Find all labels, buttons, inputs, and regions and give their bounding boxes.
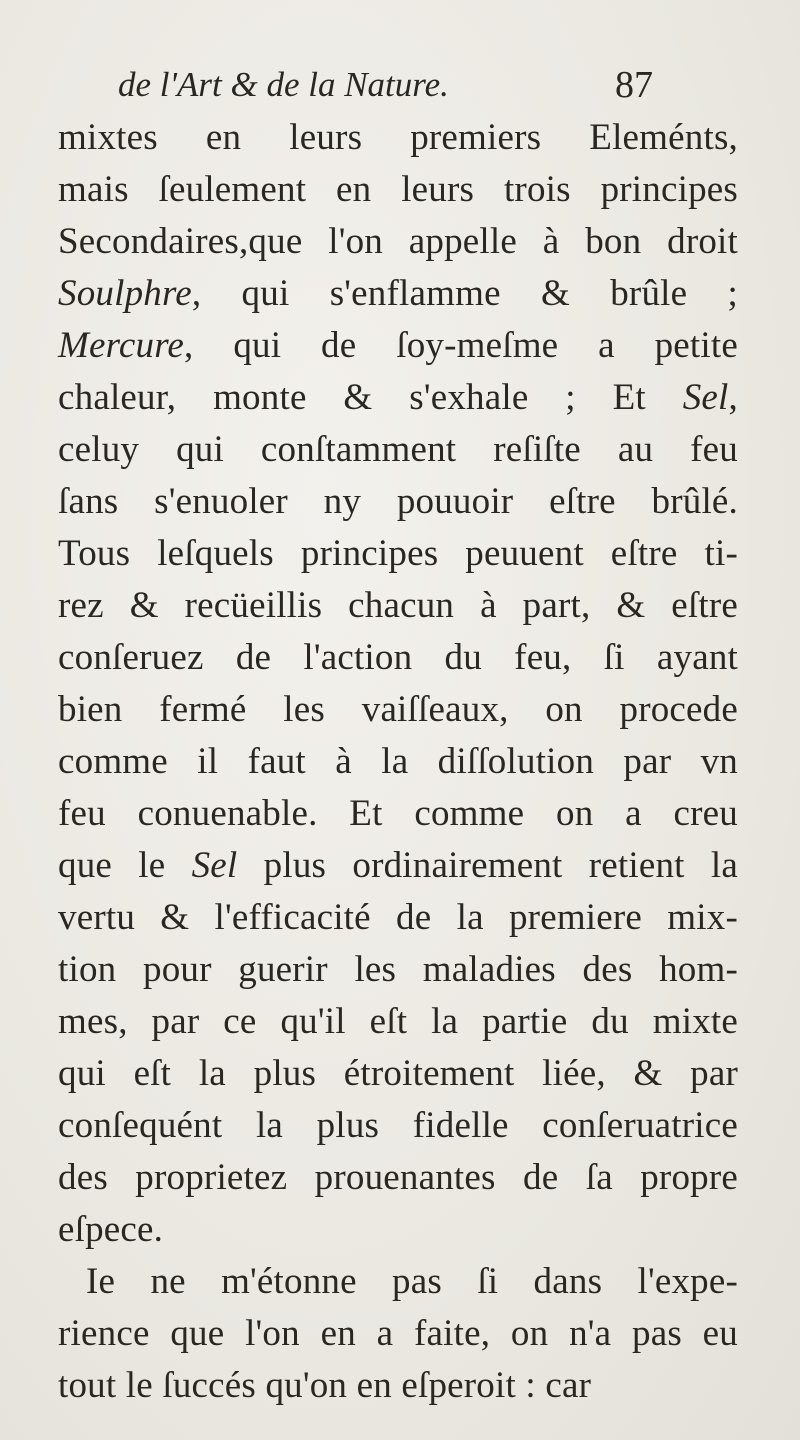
text-segment: tion pour guerir les maladies des hom- <box>58 949 738 990</box>
body-text <box>58 112 738 1412</box>
text-line <box>58 580 738 632</box>
text-segment: , qui de ſoy-meſme a petite <box>184 325 738 366</box>
text-segment: Sel <box>682 377 729 418</box>
text-segment: rez & recüeillis chacun à part, & eſtre <box>58 585 738 626</box>
text-line <box>58 112 738 164</box>
text-line <box>58 528 738 580</box>
text-segment: celuy qui conſtamment reſiſte au feu <box>58 429 738 470</box>
text-line <box>58 684 738 736</box>
text-segment: , qui s'enflamme & brûle ; <box>191 273 738 314</box>
text-segment: Sel <box>191 845 238 886</box>
text-segment: des proprietez prouenantes de ſa propre <box>58 1157 738 1198</box>
page-number: 87 <box>615 64 653 106</box>
text-line <box>58 476 738 528</box>
text-line <box>58 736 738 788</box>
text-segment: tout le ſuccés qu'on en eſperoit : car <box>58 1365 592 1406</box>
text-line <box>58 1100 738 1152</box>
text-line <box>58 268 738 320</box>
text-segment: ſans s'enuoler ny pouuoir eſtre brûlé. <box>58 481 738 522</box>
text-segment: Ie ne m'étonne pas ſi dans l'expe- <box>86 1261 738 1302</box>
text-segment: qui eſt la plus étroitement liée, & par <box>58 1053 738 1094</box>
text-segment: eſpece. <box>58 1209 164 1250</box>
text-line <box>58 788 738 840</box>
text-line <box>58 164 738 216</box>
text-segment: vertu & l'efficacité de la premiere mix- <box>58 897 738 938</box>
text-segment: mixtes en leurs premiers Eleménts, <box>58 117 738 158</box>
text-line <box>58 1308 738 1360</box>
text-segment: que le <box>58 845 192 886</box>
text-line <box>58 1048 738 1100</box>
text-line <box>58 944 738 996</box>
text-segment: mais ſeulement en leurs trois principes <box>58 169 738 210</box>
text-line <box>58 632 738 684</box>
text-segment: conſeruez de l'action du feu, ſi ayant <box>58 637 738 678</box>
text-segment: Soulphre <box>58 273 192 314</box>
text-segment: Tous leſquels principes peuuent eſtre ti- <box>58 533 738 574</box>
text-line <box>58 1204 738 1256</box>
running-title: de l'Art & de la Nature. <box>118 65 449 104</box>
text-segment: comme il faut à la diſſolution par vn <box>58 741 738 782</box>
text-segment: chaleur, monte & s'exhale ; Et <box>58 377 683 418</box>
text-line <box>58 424 738 476</box>
text-line <box>58 372 738 424</box>
text-line <box>58 1256 738 1308</box>
text-line <box>58 320 738 372</box>
text-line <box>58 996 738 1048</box>
text-line <box>58 1360 738 1412</box>
text-segment: bien fermé les vaiſſeaux, on procede <box>58 689 738 730</box>
text-segment: plus ordinairement retient la <box>237 845 738 886</box>
text-segment: conſequént la plus fidelle conſeruatrice <box>58 1105 738 1146</box>
text-segment: Secondaires,que l'on appelle à bon droit <box>58 221 738 262</box>
text-segment: Mercure <box>58 325 185 366</box>
text-segment: rience que l'on en a faite, on n'a pas eu <box>58 1313 738 1354</box>
text-segment: feu conuenable. Et comme on a creu <box>58 793 738 834</box>
text-segment: mes, par ce qu'il eſt la partie du mixte <box>58 1001 738 1042</box>
text-segment: , <box>728 377 738 418</box>
running-header <box>118 62 698 108</box>
text-line <box>58 840 738 892</box>
text-line <box>58 1152 738 1204</box>
text-line <box>58 216 738 268</box>
text-line <box>58 892 738 944</box>
